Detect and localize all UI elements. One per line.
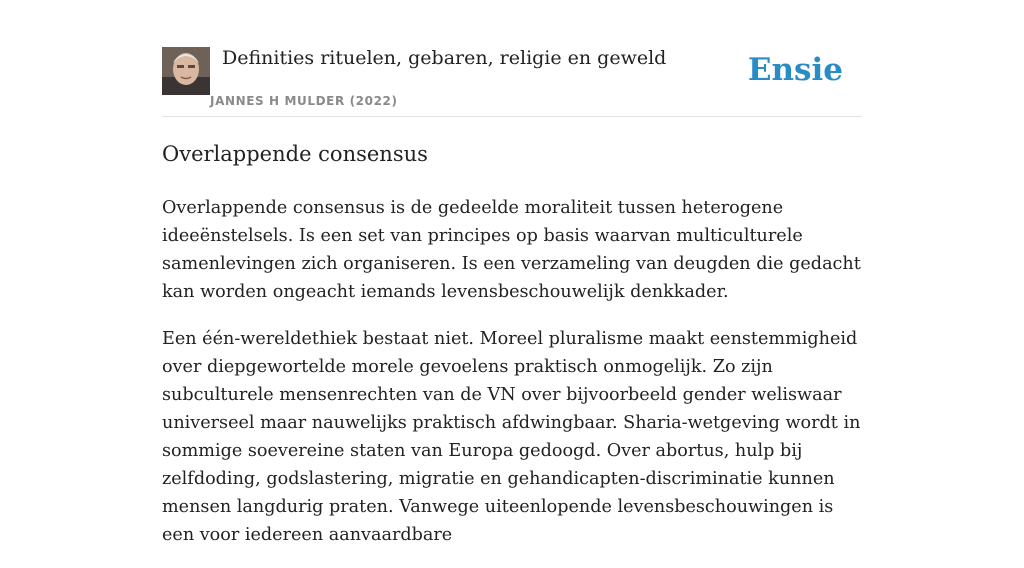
author-avatar[interactable]: [162, 47, 210, 95]
article-title: Overlappende consensus: [162, 142, 428, 166]
document-title[interactable]: Definities rituelen, gebaren, religie en geweld: [222, 47, 667, 69]
avatar-portrait-icon: [162, 47, 210, 95]
header: [162, 0, 862, 117]
article: [162, 138, 862, 568]
brand-logo[interactable]: Ensie: [747, 52, 843, 88]
article-paragraph-2: Een één-wereldethiek bestaat niet. Moreel pluralisme maakt eenstemmigheid over diepgewortelde morele gevoelens praktisch onmogelijk. Zo zijn subculturele mensenrechten van de VN over bijvoorbeeld gender weliswaar universeel maar nauwelijks praktisch afdwingbaar. Sharia-wetgeving wordt in sommige soevereine staten van Europa gedoogd. Over abortus, hulp bij zelfdoding, godslastering, migratie en gehandicapten-discriminatie kunnen mensen langdurig praten. Vanwege uiteenlopende levensbeschouwingen is een voor iedereen aanvaardbare: [162, 329, 861, 545]
article-paragraph-1: Overlappende consensus is de gedeelde moraliteit tussen heterogene ideeënstelsels. Is een set van principes op basis waarvan multiculturele samenlevingen zich organiseren. Is een verzameling van deugden die gedacht kan worden ongeacht iemands levensbeschouwelijk denkkader.: [162, 198, 861, 302]
author-name[interactable]: JANNES H MULDER (2022): [210, 94, 398, 108]
